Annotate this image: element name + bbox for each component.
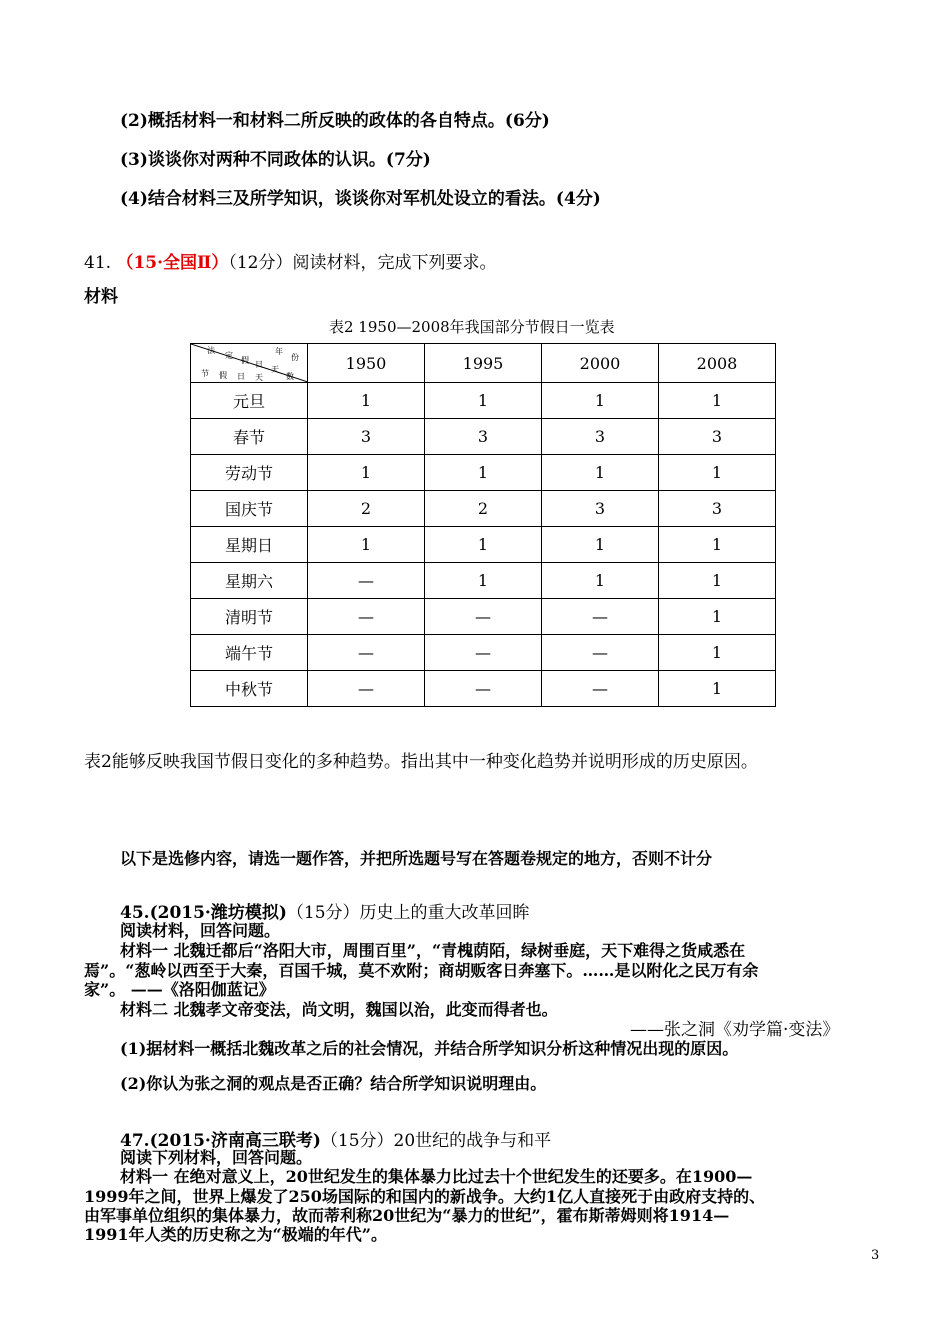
corner-bottom-char: 数 bbox=[286, 372, 294, 381]
material-label: 材料 bbox=[84, 287, 118, 307]
question-41-number: 41. bbox=[84, 253, 112, 273]
table-row bbox=[191, 383, 776, 419]
question-45-sub2: (2)你认为张之洞的观点是否正确？结合所学知识说明理由。 bbox=[120, 1074, 547, 1093]
question-45-line: 家”。 ——《洛阳伽蓝记》 bbox=[84, 980, 275, 999]
table-header-row bbox=[191, 344, 776, 383]
corner-bottom-char: 假 bbox=[219, 371, 227, 380]
table-cell: 1 bbox=[425, 563, 542, 599]
table-cell: — bbox=[308, 563, 425, 599]
question-2: (2)概括材料一和材料二所反映的政体的各自特点。(6分) bbox=[120, 111, 550, 131]
row-holiday-name: 元旦 bbox=[191, 383, 308, 419]
table-row bbox=[191, 491, 776, 527]
table-cell: 1 bbox=[425, 455, 542, 491]
table-cell: 1 bbox=[659, 671, 776, 707]
table-cell: 1 bbox=[659, 527, 776, 563]
table-cell: — bbox=[425, 599, 542, 635]
row-holiday-name: 端午节 bbox=[191, 635, 308, 671]
table-cell: — bbox=[542, 635, 659, 671]
table-cell: — bbox=[425, 635, 542, 671]
column-header: 2008 bbox=[659, 344, 776, 383]
table-title: 表2 1950—2008年我国部分节假日一览表 bbox=[329, 318, 615, 336]
corner-top-char: 年 bbox=[275, 347, 283, 356]
table-row bbox=[191, 599, 776, 635]
question-47-topic: （15分）20世纪的战争与和平 bbox=[320, 1131, 552, 1151]
question-47-head: 47.(2015·济南高三联考) bbox=[120, 1131, 321, 1151]
question-3: (3)谈谈你对两种不同政体的认识。(7分) bbox=[120, 150, 431, 170]
question-41-prompt: 表2能够反映我国节假日变化的多种趋势。指出其中一种变化趋势并说明形成的历史原因。 bbox=[84, 752, 758, 772]
table-cell: — bbox=[308, 635, 425, 671]
corner-top-char: 份 bbox=[291, 353, 299, 362]
table-row bbox=[191, 419, 776, 455]
table-cell: — bbox=[308, 599, 425, 635]
row-holiday-name: 国庆节 bbox=[191, 491, 308, 527]
table-cell: 3 bbox=[542, 491, 659, 527]
question-47-line: 阅读下列材料，回答问题。 bbox=[120, 1148, 313, 1167]
question-45-line: 材料一 北魏迁都后“洛阳大市，周围百里”，“青槐荫陌，绿树垂庭，天下难得之货咸悉在 bbox=[120, 941, 746, 960]
table-cell: 1 bbox=[659, 383, 776, 419]
table-cell: 3 bbox=[425, 419, 542, 455]
table-cell: — bbox=[308, 671, 425, 707]
question-45-sub1: (1)据材料一概括北魏改革之后的社会情况，并结合所学知识分析这种情况出现的原因。 bbox=[120, 1039, 739, 1058]
question-45-head: 45.(2015·潍坊模拟) bbox=[120, 903, 287, 923]
table-cell: 1 bbox=[308, 527, 425, 563]
table-cell: — bbox=[425, 671, 542, 707]
table-row bbox=[191, 671, 776, 707]
question-45-topic: （15分）历史上的重大改革回眸 bbox=[286, 903, 530, 923]
row-holiday-name: 中秋节 bbox=[191, 671, 308, 707]
table-row bbox=[191, 563, 776, 599]
row-holiday-name: 劳动节 bbox=[191, 455, 308, 491]
table-row bbox=[191, 635, 776, 671]
table-cell: 1 bbox=[659, 455, 776, 491]
question-41-text: （12分）阅读材料，完成下列要求。 bbox=[228, 253, 497, 273]
table-cell: 1 bbox=[425, 383, 542, 419]
table-cell: 1 bbox=[659, 635, 776, 671]
column-header: 2000 bbox=[542, 344, 659, 383]
row-holiday-name: 清明节 bbox=[191, 599, 308, 635]
table-cell: 3 bbox=[659, 491, 776, 527]
holiday-table bbox=[190, 343, 776, 707]
question-47-line: 材料一 在绝对意义上，20世纪发生的集体暴力比过去十个世纪发生的还要多。在1900— bbox=[120, 1167, 753, 1186]
table-cell: 1 bbox=[308, 455, 425, 491]
table-row bbox=[191, 527, 776, 563]
question-47-line: 1999年之间，世界上爆发了250场国际的和国内的新战争。大约1亿人直接死于由政府支持的、 bbox=[84, 1187, 766, 1206]
question-47-line: 由军事单位组织的集体暴力，故而蒂利称20世纪为“暴力的世纪”，霍布斯蒂姆则将1914— bbox=[84, 1206, 730, 1225]
corner-top-char: 天 bbox=[271, 365, 279, 374]
table-cell: — bbox=[542, 671, 659, 707]
table-cell: 3 bbox=[308, 419, 425, 455]
table-cell: 1 bbox=[542, 383, 659, 419]
question-45-attribution: ——张之洞《劝学篇·变法》 bbox=[630, 1020, 840, 1040]
table-cell: 1 bbox=[308, 383, 425, 419]
row-holiday-name: 春节 bbox=[191, 419, 308, 455]
elective-notice: 以下是选修内容，请选一题作答，并把所选题号写在答题卷规定的地方，否则不计分 bbox=[120, 849, 713, 868]
page-number: 3 bbox=[871, 1248, 880, 1263]
table-cell: 1 bbox=[542, 455, 659, 491]
question-4: (4)结合材料三及所学知识，谈谈你对军机处设立的看法。(4分) bbox=[120, 189, 601, 209]
corner-top-char: 日 bbox=[255, 360, 263, 369]
table-cell: 1 bbox=[542, 527, 659, 563]
table-cell: 1 bbox=[425, 527, 542, 563]
corner-top-char: 定 bbox=[225, 351, 233, 360]
table-cell: 1 bbox=[659, 599, 776, 635]
table-cell: 2 bbox=[425, 491, 542, 527]
table-corner-header bbox=[191, 344, 308, 383]
question-45-line: 焉”。“葱岭以西至于大秦，百国千城，莫不欢附；商胡贩客日奔塞下。……是以附化之民万有余 bbox=[84, 961, 759, 980]
table-row bbox=[191, 455, 776, 491]
question-45-line: 材料二 北魏孝文帝变法，尚文明，魏国以治，此变而得者也。 bbox=[120, 1000, 558, 1019]
question-41-header bbox=[84, 248, 497, 273]
table-cell: 3 bbox=[542, 419, 659, 455]
question-47-line: 1991年人类的历史称之为“极端的年代”。 bbox=[84, 1225, 387, 1244]
row-holiday-name: 星期六 bbox=[191, 563, 308, 599]
corner-top-char: 法 bbox=[207, 346, 215, 355]
table-cell: 3 bbox=[659, 419, 776, 455]
column-header: 1950 bbox=[308, 344, 425, 383]
table-cell: — bbox=[542, 599, 659, 635]
question-45-line: 阅读材料，回答问题。 bbox=[120, 921, 281, 940]
corner-top-char: 假 bbox=[241, 356, 249, 365]
table-cell: 2 bbox=[308, 491, 425, 527]
corner-bottom-char: 节 bbox=[201, 369, 209, 378]
table-cell: 1 bbox=[542, 563, 659, 599]
column-header: 1995 bbox=[425, 344, 542, 383]
table-cell: 1 bbox=[659, 563, 776, 599]
corner-bottom-char: 日 bbox=[237, 372, 245, 381]
question-41-source: （15·全国Ⅱ） bbox=[116, 253, 229, 273]
corner-bottom-char: 天 bbox=[255, 373, 263, 382]
row-holiday-name: 星期日 bbox=[191, 527, 308, 563]
